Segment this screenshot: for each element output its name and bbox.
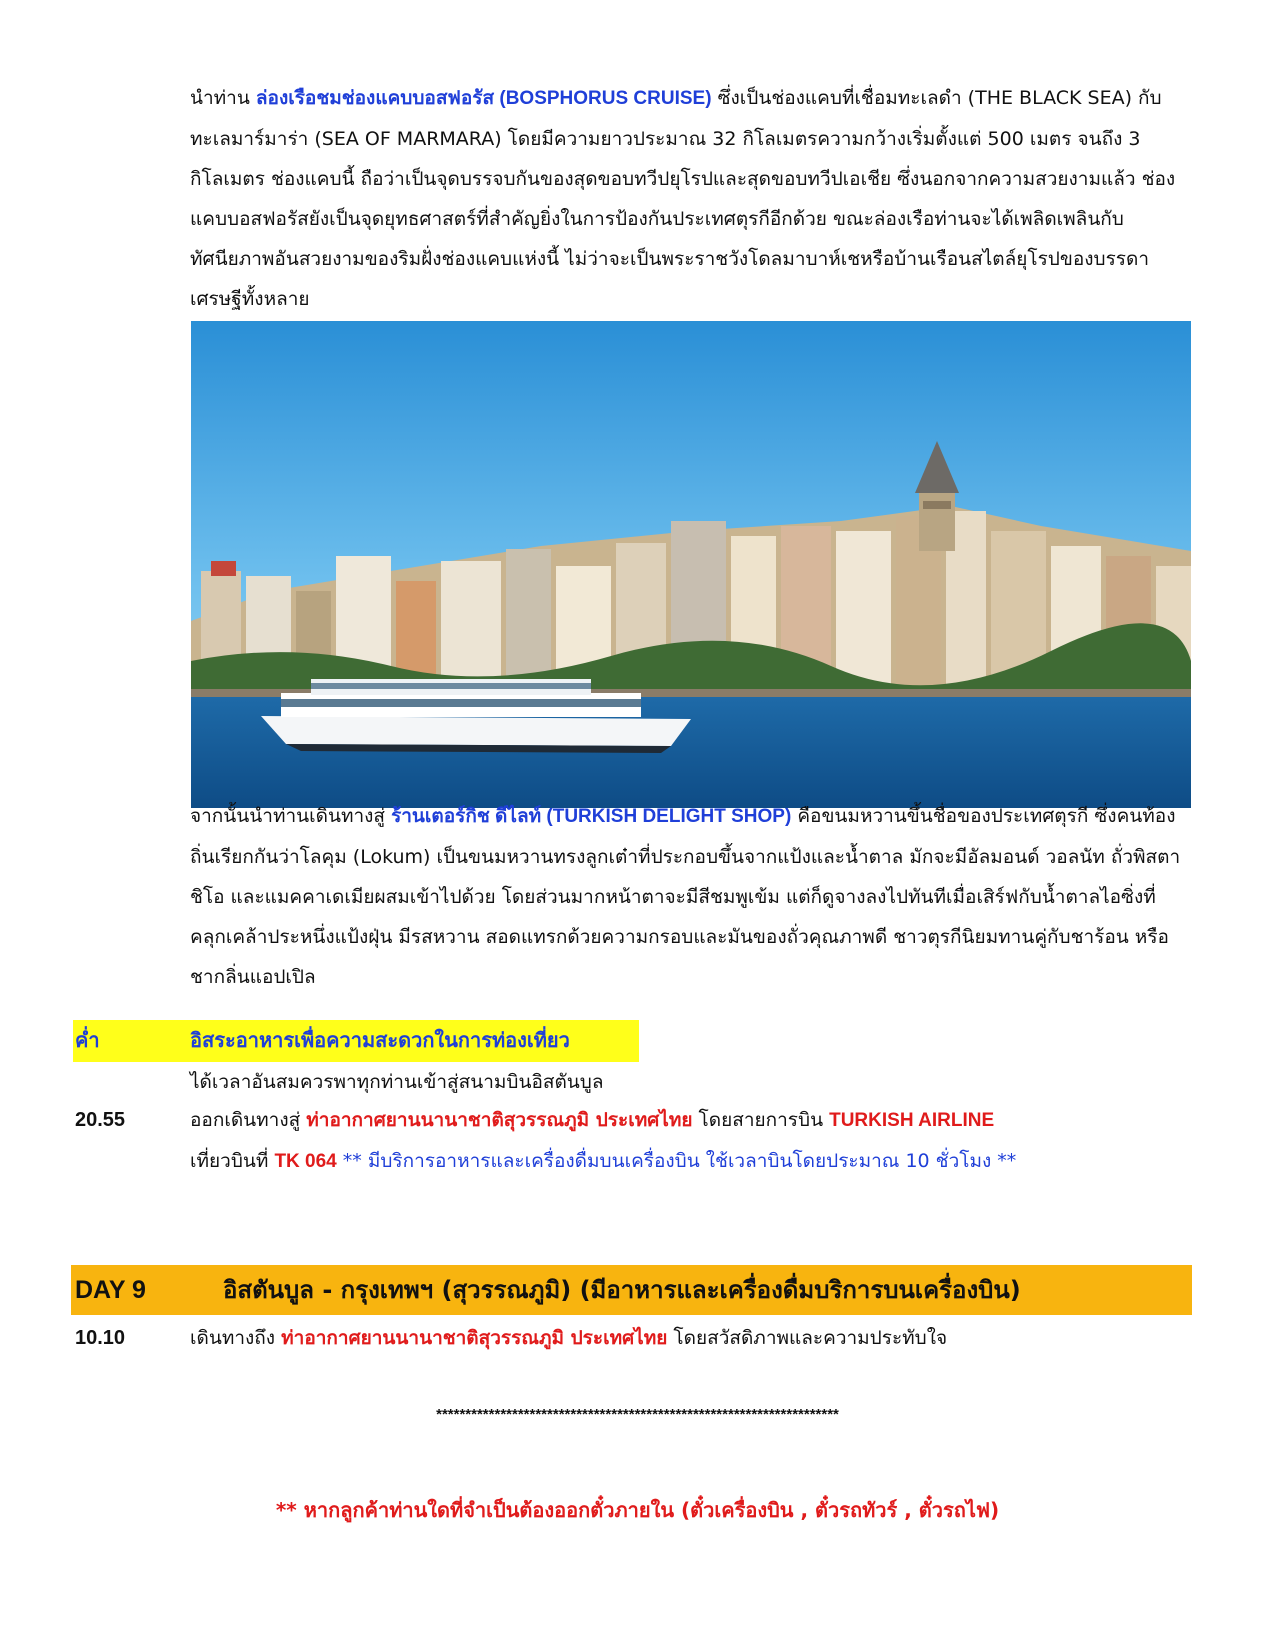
flight-text2: โดยสายการบิน: [692, 1109, 830, 1131]
arrival-airport: ท่าอากาศยานนานาชาติสุวรรณภูมิ ประเทศไทย: [281, 1327, 668, 1349]
arrival-time: 10.10: [75, 1327, 126, 1349]
ticket-note: ** หากลูกค้าท่านใดที่จำเป็นต้องออกตั๋วภายใน (ตั๋วเครื่องบิน , ตั๋วรถทัวร์ , ตั๋วรถไฟ): [275, 1498, 1000, 1522]
bosphorus-paragraph: [190, 78, 1190, 319]
day9-title: อิสตันบูล - กรุงเทพฯ (สุวรรณภูมิ) (มีอาหารและเครื่องดื่มบริการบนเครื่องบิน): [223, 1276, 1021, 1304]
flight-time: 20.55: [75, 1109, 126, 1131]
turkish-delight-intro: จากนั้นนำท่านเดินทางสู่: [190, 805, 392, 827]
flight-text3: เที่ยวบินที่: [190, 1150, 275, 1172]
turkish-delight-highlight: ร้านเตอร์กิช ดีไลท์ (TURKISH DELIGHT SHOP): [391, 806, 792, 827]
arrival-text: [190, 1318, 1190, 1358]
turkish-delight-paragraph: [190, 796, 1190, 997]
dinner-row: [73, 1020, 639, 1062]
flight-number: TK 064: [274, 1151, 337, 1172]
turkish-delight-text: คือขนมหวานขึ้นชื่อของประเทศตุรกี ซึ่งคนท้องถิ่นเรียกกันว่าโลคุม (Lokum) เป็นขนมหวานทรงลูกเต๋าที่ประกอบขึ้นจากแป้งและน้ำตาล มักจะมีอัลมอนด์ วอลนัท ถั่วพิสตาชิโอ และแมคคาเดเมียผสมเข้าไปด้วย โดยส่วนมากหน้าตาจะมีสีชมพูเข้ม แต่ก็ดูจางลงไปทันทีเมื่อเสิร์ฟกับน้ำตาลไอซิ่งที่คลุกเคล้าประหนึ่งแป้งฝุ่น มีรสหวาน สอดแทรกด้วยความกรอบและมันของถั่วคุณภาพดี ชาวตุรกีนิยมทานคู่กับชาร้อน หรือ ชากลิ่นแอปเปิล: [190, 805, 1181, 988]
bosphorus-highlight: ล่องเรือชมช่องแคบบอสฟอรัส (BOSPHORUS CRUISE): [255, 88, 712, 109]
bosphorus-intro: นำท่าน: [190, 87, 256, 109]
flight-text: [190, 1100, 1190, 1182]
day9-header: [71, 1265, 1192, 1315]
airport-text: ได้เวลาอันสมควรพาทุกท่านเข้าสู่สนามบินอิสตันบูล: [190, 1071, 604, 1093]
bosphorus-text: ซึ่งเป็นช่องแคบที่เชื่อมทะเลดำ (THE BLACK SEA) กับทะเลมาร์มาร่า (SEA OF MARMARA) โดยมีความยาวประมาณ 32 กิโลเมตรความกว้างเริ่มตั้งแต่ 500 เมตร จนถึง 3 กิโลเมตร ช่องแคบนี้ ถือว่าเป็นจุดบรรจบกันของสุดขอบทวีปยุโรปและสุดขอบทวีปเอเชีย ซึ่งนอกจากความสวยงามแล้ว ช่องแคบบอสฟอรัสยังเป็นจุดยุทธศาสตร์ที่สำคัญยิ่งในการป้องกันประเทศตุรกีอีกด้วย ขณะล่องเรือท่านจะได้เพลิดเพลินกับทัศนียภาพอันสวยงามของริมฝั่งช่องแคบแห่งนี้ ไม่ว่าจะเป็นพระราชวังโดลมาบาห์เชหรือบ้านเรือนสไตล์ยุโรปของบรรดาเศรษฐีทั้งหลาย: [190, 87, 1176, 310]
flight-service: ** มีบริการอาหารและเครื่องดื่มบนเครื่องบิน ใช้เวลาบินโดยประมาณ 10 ชั่วโมง **: [336, 1150, 1017, 1172]
istanbul-photo: [191, 321, 1191, 808]
flight-row: [73, 1100, 1193, 1180]
separator-line: *********************************************************************: [436, 1406, 839, 1423]
dinner-label: ค่ำ: [75, 1028, 100, 1052]
flight-airport: ท่าอากาศยานนานาชาติสุวรรณภูมิ ประเทศไทย: [306, 1109, 693, 1131]
flight-text1: ออกเดินทางสู่: [190, 1109, 307, 1131]
dinner-text: อิสระอาหารเพื่อความสะดวกในการท่องเที่ยว: [190, 1028, 570, 1052]
istanbul-skyline-image: [191, 321, 1191, 808]
day9-label: DAY 9: [75, 1276, 146, 1304]
arrival-text2: โดยสวัสดิภาพและความประทับใจ: [667, 1327, 948, 1349]
arrival-text1: เดินทางถึง: [190, 1327, 282, 1349]
flight-airline: TURKISH AIRLINE: [829, 1110, 995, 1131]
